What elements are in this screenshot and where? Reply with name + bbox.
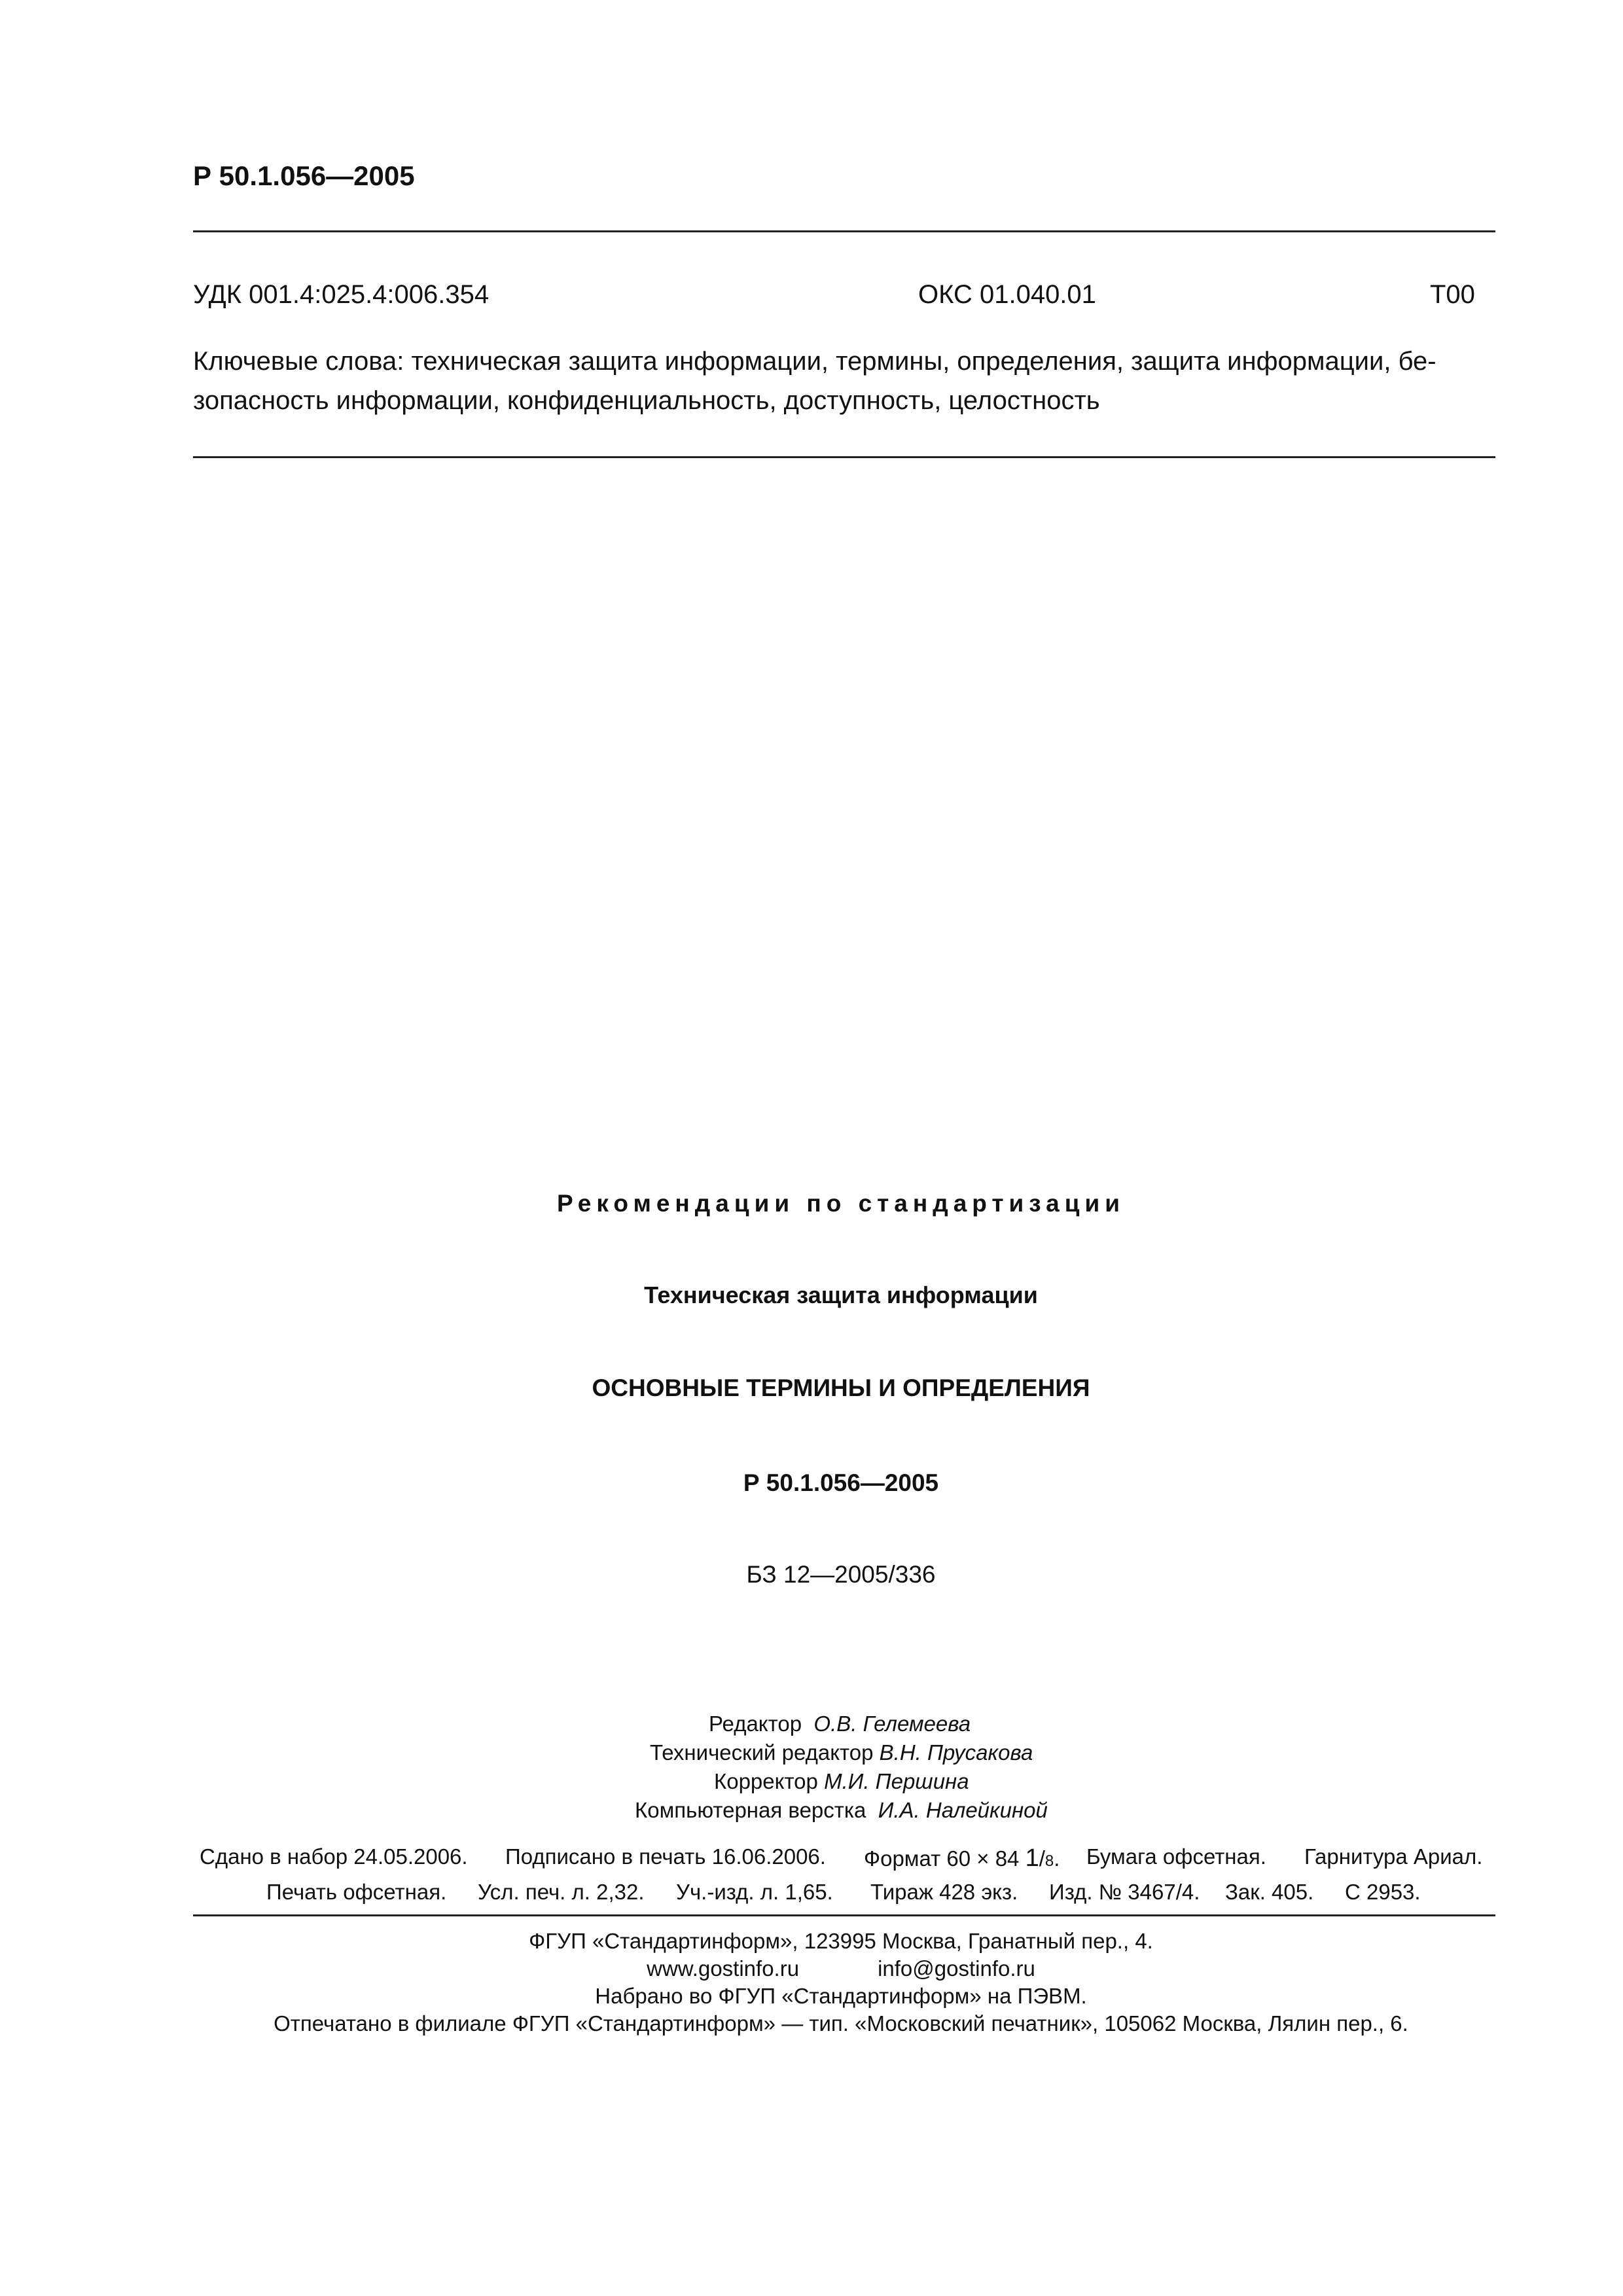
imprint-submitted: Сдано в набор 24.05.2006. [200,1844,468,1869]
staff-tech-editor: Технический редактор В.Н. Прусакова [650,1740,1033,1765]
imprint-print: Печать офсетная. [266,1880,447,1904]
printed-note: Отпечатано в филиале ФГУП «Стандартинформ» — тип. «Московский печатник», 105062 Москва, Лялин пер., 6. [274,2011,1408,2036]
imprint-format: Формат 60 × 84 1/8. [864,1844,1060,1872]
imprint-zak: Зак. 405. [1225,1880,1314,1904]
publisher-email: info@gostinfo.ru [878,1956,1035,1981]
imprint-line-1 [193,1844,1495,1873]
classification-row [193,280,1476,310]
class-code: Т00 [1430,280,1475,309]
page-header-doc-code: Р 50.1.056—2005 [193,160,415,191]
publisher-address: ФГУП «Стандартинформ», 123995 Москва, Гранатный пер., 4. [529,1929,1153,1953]
publisher-website: www.gostinfo.ru [647,1956,800,1981]
imprint-line-2 [193,1880,1495,1909]
keywords-rule [193,456,1495,458]
typeset-note: Набрано во ФГУП «Стандартинформ» на ПЭВМ. [595,1984,1087,2008]
udk-code: УДК 001.4:025.4:006.354 [193,280,490,309]
header-rule [193,230,1495,232]
document-title: ОСНОВНЫЕ ТЕРМИНЫ И ОПРЕДЕЛЕНИЯ [592,1374,1090,1401]
staff-corrector: Корректор М.И. Першина [714,1769,969,1793]
staff-layout: Компьютерная верстка И.А. Налейкиной [635,1798,1048,1822]
keywords-line-2: зопасность информации, конфиденциальность, доступность, целостность [193,386,1100,415]
bz-number: БЗ 12—2005/336 [746,1561,936,1588]
imprint-paper: Бумага офсетная. [1086,1844,1266,1869]
imprint-s: С 2953. [1345,1880,1421,1904]
series-title: Рекомендации по стандартизации [557,1190,1125,1217]
staff-editor: Редактор О.В. Гелемеева [709,1712,971,1736]
imprint-rule [193,1914,1495,1916]
document-code: Р 50.1.056—2005 [743,1469,939,1496]
keywords-line-1: Ключевые слова: техническая защита информации, термины, определения, защита информации, бе- [193,347,1436,376]
imprint-usl: Усл. печ. л. 2,32. [478,1880,645,1904]
imprint-tirazh: Тираж 428 экз. [870,1880,1018,1904]
imprint-uch: Уч.-изд. л. 1,65. [676,1880,833,1904]
publisher-footer [0,1928,1623,2037]
imprint-izd: Изд. № 3467/4. [1049,1880,1200,1904]
publisher-contacts [0,1955,1623,1982]
oks-code: ОКС 01.040.01 [918,280,1096,309]
imprint-signed: Подписано в печать 16.06.2006. [505,1844,826,1869]
imprint-font: Гарнитура Ариал. [1304,1844,1483,1869]
keywords [193,342,1499,420]
subject-title: Техническая защита информации [644,1282,1038,1308]
